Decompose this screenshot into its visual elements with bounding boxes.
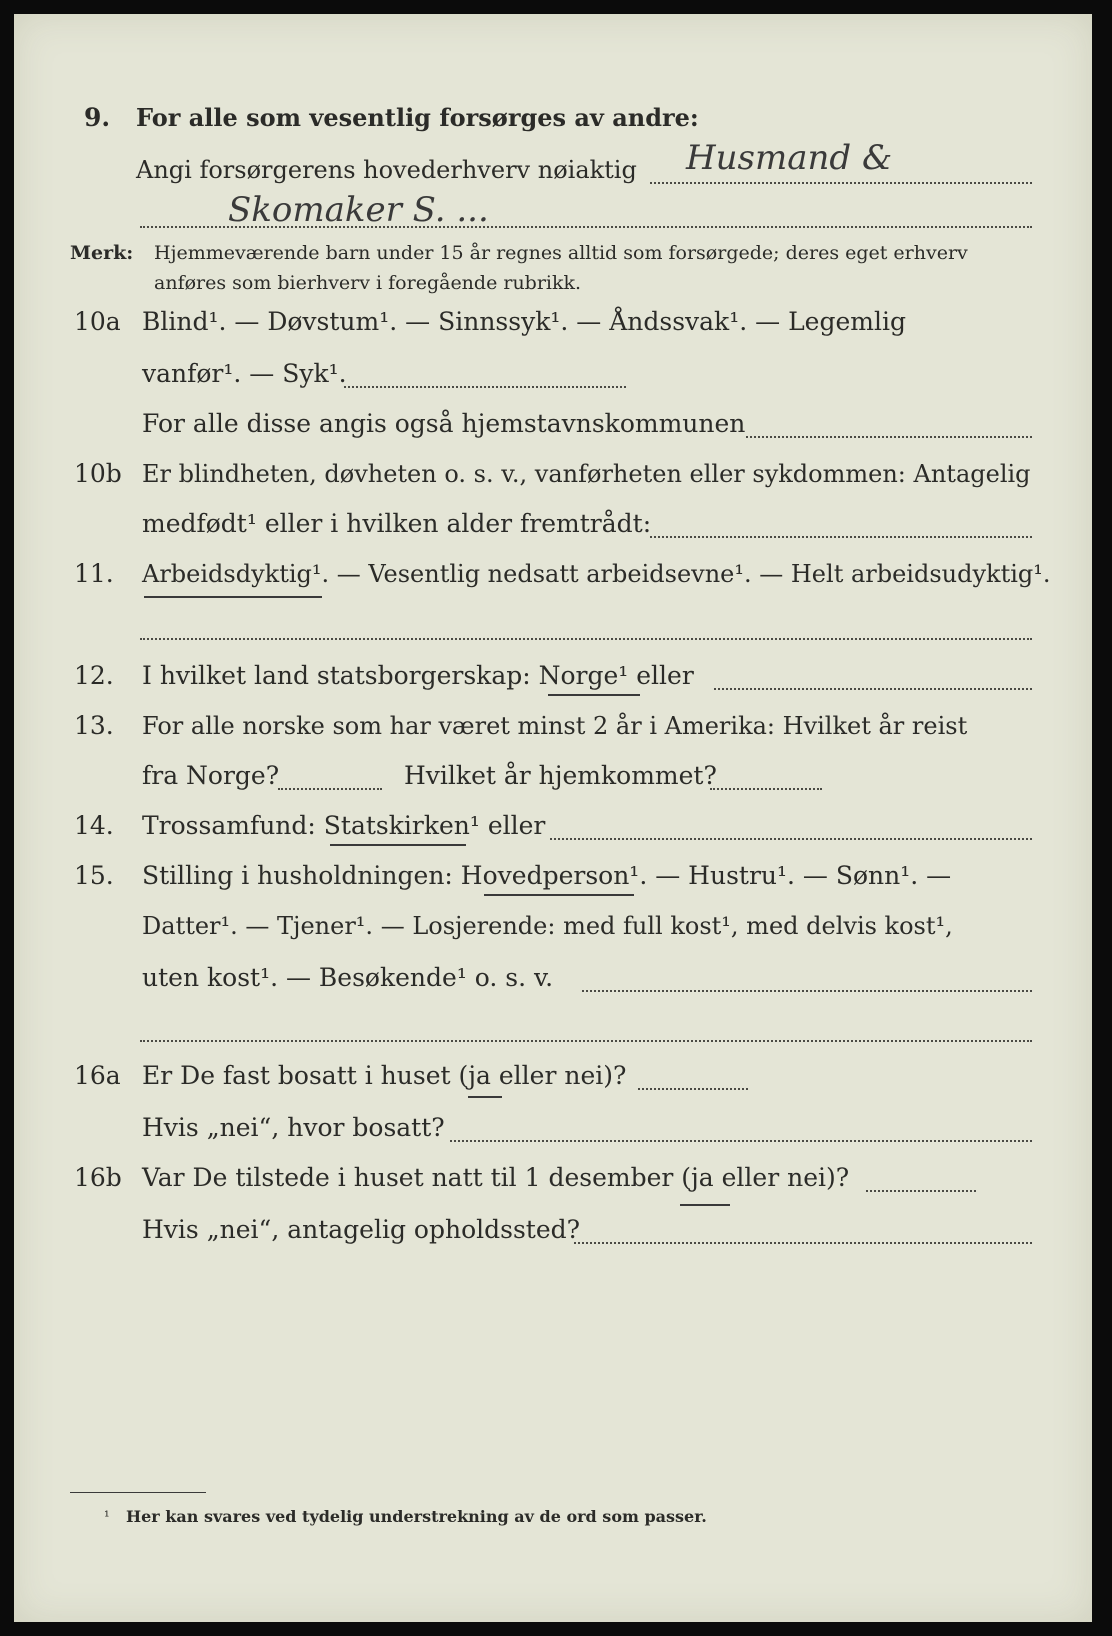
footnote-rule (70, 1492, 206, 1493)
q12-fill-line (714, 688, 1032, 690)
q14-underline-mark (330, 844, 466, 846)
q9-fill-line-1 (650, 182, 1032, 184)
q10b-fill-line (650, 536, 1032, 538)
q16a-line-1: Er De fast bosatt i huset (ja eller nei)? (142, 1061, 627, 1090)
q10a-fill-line-2 (746, 436, 1032, 438)
q10b-line-1: Er blindheten, døvheten o. s. v., vanførheten eller sykdommen: Antagelig (142, 460, 1031, 488)
q10b-row-2 (14, 504, 1092, 544)
merk-line-1: Hjemmeværende barn under 15 år regnes alltid som forsørgede; deres eget erhverv (154, 242, 968, 264)
q16b-line-2: Hvis „nei“, antagelig opholdssted? (142, 1215, 581, 1244)
q15-line-2: Datter¹. — Tjener¹. — Losjerende: med full kost¹, med delvis kost¹, (142, 912, 953, 940)
q15-line-1: Stilling i husholdningen: Hovedperson¹. — Hustru¹. — Sønn¹. — (142, 861, 952, 890)
q9-fill-line-2 (140, 226, 1032, 228)
merk-label: Merk: (70, 242, 134, 264)
q10a-line-3: For alle disse angis også hjemstavnskommunen (142, 409, 746, 438)
q10a-row-2 (14, 354, 1092, 394)
q14-row-1 (14, 806, 1092, 846)
q9-handwritten-1: Husmand & (686, 138, 893, 178)
q15-line-3: uten kost¹. — Besøkende¹ o. s. v. (142, 963, 554, 992)
q16b-number: 16b (74, 1163, 122, 1192)
q13-fill-line-2 (710, 788, 822, 790)
q16b-row-2 (14, 1210, 1092, 1250)
q15-row-3 (14, 958, 1092, 998)
q10b-line-2: medfødt¹ eller i hvilken alder fremtrådt: (142, 509, 652, 538)
q12-line-1: I hvilket land statsborgerskap: Norge¹ eller (142, 661, 694, 690)
q13-line-2b: Hvilket år hjemkommet? (404, 761, 717, 790)
q16b-fill-line-2 (574, 1242, 1032, 1244)
q14-fill-line (550, 838, 1032, 840)
q12-number: 12. (74, 661, 114, 690)
q15-number: 15. (74, 861, 114, 890)
q9-hand-row (14, 190, 1092, 234)
q13-fill-line-1 (278, 788, 382, 790)
q10a-line-1: Blind¹. — Døvstum¹. — Sinnssyk¹. — Åndssvak¹. — Legemlig (142, 307, 906, 336)
q11-line-1: Arbeidsdyktig¹. — Vesentlig nedsatt arbeidsevne¹. — Helt arbeidsudyktig¹. (142, 560, 1051, 588)
q10b-row-1 (14, 454, 1092, 494)
q16a-fill-line-2 (450, 1140, 1032, 1142)
census-form-page (14, 14, 1092, 1622)
q11-underline-mark (144, 596, 322, 598)
q16a-row-1 (14, 1056, 1092, 1096)
q15-underline-mark (484, 894, 634, 896)
q16a-line-2: Hvis „nei“, hvor bosatt? (142, 1113, 445, 1142)
q13-row-2 (14, 756, 1092, 796)
q9-number: 9. (84, 103, 111, 132)
q16b-line-1: Var De tilstede i huset natt til 1 desember (ja eller nei)? (142, 1163, 850, 1192)
q9-line-row (14, 138, 1092, 190)
q9-handwritten-2: Skomaker S. ... (228, 190, 489, 230)
q12-row-1 (14, 656, 1092, 696)
q16a-number: 16a (74, 1061, 121, 1090)
q10a-fill-line-1 (344, 386, 626, 388)
footnote-mark: ¹ (104, 1509, 110, 1525)
q10a-number: 10a (74, 307, 121, 336)
q10a-line-2: vanfør¹. — Syk¹. (142, 359, 347, 388)
q9-heading: For alle som vesentlig forsørges av andre: (136, 103, 699, 132)
q11-row-1 (14, 554, 1092, 594)
q10a-row-3 (14, 404, 1092, 444)
q9-line: Angi forsørgerens hovederhverv nøiaktig (136, 156, 637, 184)
q15-row-2 (14, 906, 1092, 946)
q15-fill-line-1 (582, 990, 1032, 992)
q13-number: 13. (74, 711, 114, 740)
q16a-underline-mark (468, 1096, 502, 1098)
q13-line-1: For alle norske som har været minst 2 år i Amerika: Hvilket år reist (142, 712, 968, 740)
q16b-fill-line-1 (866, 1190, 976, 1192)
q15-fill-line-2 (140, 1040, 1032, 1042)
q14-line-1: Trossamfund: Statskirken¹ eller (142, 811, 546, 840)
q16a-fill-line-1 (638, 1088, 748, 1090)
q16a-row-2 (14, 1108, 1092, 1148)
q16b-underline-mark (680, 1204, 730, 1206)
q10b-number: 10b (74, 459, 122, 488)
q13-line-2a: fra Norge? (142, 761, 280, 790)
q9-heading-row (14, 98, 1092, 138)
footnote-text: Her kan svares ved tydelig understrekning av de ord som passer. (126, 1507, 707, 1526)
q12-underline-mark (548, 694, 640, 696)
q13-row-1 (14, 706, 1092, 746)
q15-row-1 (14, 856, 1092, 896)
q11-fill-line (140, 638, 1032, 640)
q10a-row-1 (14, 302, 1092, 342)
q11-number: 11. (74, 559, 114, 588)
q14-number: 14. (74, 811, 114, 840)
merk-line-2: anføres som bierhverv i foregående rubrikk. (154, 272, 582, 294)
q16b-row-1 (14, 1158, 1092, 1198)
